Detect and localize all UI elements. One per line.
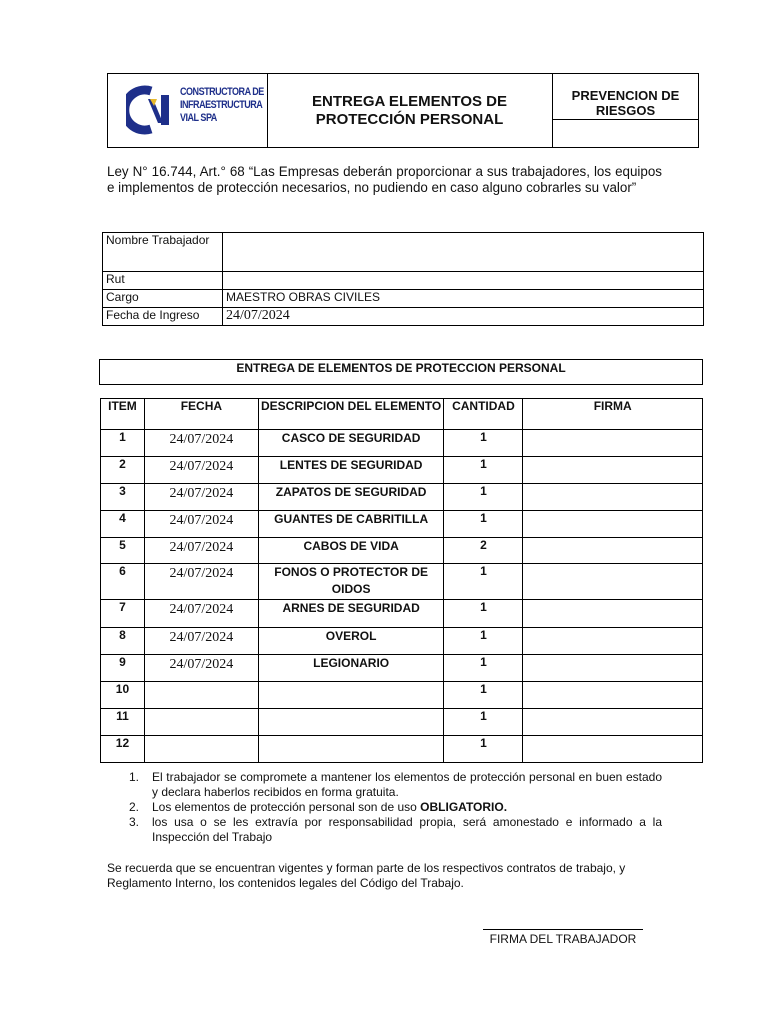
note-item xyxy=(107,800,662,815)
item-quantity: 1 xyxy=(444,682,523,709)
department-divider xyxy=(553,119,698,120)
item-signature-cell[interactable] xyxy=(523,736,703,763)
item-number: 1 xyxy=(101,430,145,457)
header-fecha: FECHA xyxy=(144,399,258,430)
item-quantity: 1 xyxy=(444,511,523,538)
table-row xyxy=(101,736,703,763)
item-number: 3 xyxy=(101,484,145,511)
item-signature-cell[interactable] xyxy=(523,564,703,600)
item-date xyxy=(144,682,258,709)
item-date: 24/07/2024 xyxy=(144,538,258,564)
item-date: 24/07/2024 xyxy=(144,457,258,484)
header-descripcion: DESCRIPCION DEL ELEMENTO xyxy=(258,399,444,430)
title-line: PROTECCIÓN PERSONAL xyxy=(315,110,504,128)
table-row xyxy=(101,457,703,484)
table-row xyxy=(101,430,703,457)
document-header xyxy=(107,73,699,148)
item-signature-cell[interactable] xyxy=(523,538,703,564)
note-emphasis: OBLIGATORIO. xyxy=(420,800,508,814)
table-row xyxy=(101,600,703,628)
worker-name-field[interactable] xyxy=(223,233,704,272)
note-number: 1. xyxy=(129,770,140,784)
worker-name-label: Nombre Trabajador xyxy=(103,233,223,272)
table-row xyxy=(101,628,703,655)
item-description: GUANTES DE CABRITILLA xyxy=(258,511,444,538)
item-signature-cell[interactable] xyxy=(523,484,703,511)
item-signature-cell[interactable] xyxy=(523,682,703,709)
document-title xyxy=(267,74,553,147)
item-description: ARNES DE SEGURIDAD xyxy=(258,600,444,628)
item-description: LENTES DE SEGURIDAD xyxy=(258,457,444,484)
item-number: 4 xyxy=(101,511,145,538)
department-line: PREVENCION DE xyxy=(571,88,680,103)
note-text: El trabajador se compromete a mantener los elementos de protección personal en buen estado y declara haberlos recibidos en forma gratuita. xyxy=(152,770,662,799)
item-description xyxy=(258,682,444,709)
item-number: 9 xyxy=(101,655,145,682)
table-header-row xyxy=(101,399,703,430)
worker-rut-field[interactable] xyxy=(223,272,704,290)
item-description: OVEROL xyxy=(258,628,444,655)
company-logo xyxy=(108,74,268,147)
worker-row-cargo xyxy=(103,290,704,308)
table-row xyxy=(101,682,703,709)
ppe-items-table xyxy=(100,398,703,763)
table-row xyxy=(101,655,703,682)
item-description xyxy=(258,736,444,763)
item-signature-cell[interactable] xyxy=(523,600,703,628)
item-number: 10 xyxy=(101,682,145,709)
item-signature-cell[interactable] xyxy=(523,457,703,484)
item-number: 7 xyxy=(101,600,145,628)
table-row xyxy=(101,538,703,564)
section-title: ENTREGA DE ELEMENTOS DE PROTECCION PERSONAL xyxy=(99,359,703,385)
legal-reminder: Se recuerda que se encuentran vigentes y forman parte de los respectivos contratos de trabajo, y Reglamento Interno, los contenidos legales del Código del Trabajo. xyxy=(107,861,626,890)
table-row xyxy=(101,484,703,511)
item-number: 8 xyxy=(101,628,145,655)
logo-line: CONSTRUCTORA DE xyxy=(180,86,264,98)
worker-ingreso-field[interactable]: 24/07/2024 xyxy=(223,308,704,326)
note-number: 2. xyxy=(129,800,140,814)
item-description xyxy=(258,709,444,736)
table-row xyxy=(101,564,703,600)
item-description: CABOS DE VIDA xyxy=(258,538,444,564)
item-signature-cell[interactable] xyxy=(523,655,703,682)
item-quantity: 1 xyxy=(444,600,523,628)
item-signature-cell[interactable] xyxy=(523,511,703,538)
worker-cargo-field[interactable]: MAESTRO OBRAS CIVILES xyxy=(223,290,704,308)
signature-line xyxy=(483,929,643,930)
item-number: 5 xyxy=(101,538,145,564)
item-date: 24/07/2024 xyxy=(144,600,258,628)
item-signature-cell[interactable] xyxy=(523,628,703,655)
worker-row-ingreso xyxy=(103,308,704,326)
header-firma: FIRMA xyxy=(523,399,703,430)
note-number: 3. xyxy=(129,815,140,829)
item-number: 6 xyxy=(101,564,145,600)
worker-rut-label: Rut xyxy=(103,272,223,290)
item-description: ZAPATOS DE SEGURIDAD xyxy=(258,484,444,511)
item-date xyxy=(144,736,258,763)
item-date xyxy=(144,709,258,736)
notes-list xyxy=(107,770,662,845)
signature-label: FIRMA DEL TRABAJADOR xyxy=(489,932,637,946)
item-date: 24/07/2024 xyxy=(144,430,258,457)
item-quantity: 1 xyxy=(444,709,523,736)
item-number: 2 xyxy=(101,457,145,484)
item-date: 24/07/2024 xyxy=(144,511,258,538)
worker-cargo-label: Cargo xyxy=(103,290,223,308)
items-body xyxy=(101,430,703,763)
item-signature-cell[interactable] xyxy=(523,709,703,736)
item-description: LEGIONARIO xyxy=(258,655,444,682)
item-signature-cell[interactable] xyxy=(523,430,703,457)
item-date: 24/07/2024 xyxy=(144,628,258,655)
logo-mark-icon xyxy=(126,85,182,135)
worker-row-rut xyxy=(103,272,704,290)
header-cantidad: CANTIDAD xyxy=(444,399,523,430)
item-date: 24/07/2024 xyxy=(144,484,258,511)
item-quantity: 2 xyxy=(444,538,523,564)
item-quantity: 1 xyxy=(444,564,523,600)
item-quantity: 1 xyxy=(444,655,523,682)
item-quantity: 1 xyxy=(444,457,523,484)
note-text: Los elementos de protección personal son de uso xyxy=(152,800,421,814)
table-row xyxy=(101,709,703,736)
logo-wordmark xyxy=(180,86,264,125)
worker-ingreso-label: Fecha de Ingreso xyxy=(103,308,223,326)
item-number: 12 xyxy=(101,736,145,763)
law-citation: Ley N° 16.744, Art.° 68 “Las Empresas deberán proporcionar a sus trabajadores, los equipos e implementos de protección necesarios, no pudiendo en caso alguno cobrarles su valor” xyxy=(107,164,662,195)
logo-line: INFRAESTRUCTURA xyxy=(180,99,263,111)
item-number: 11 xyxy=(101,709,145,736)
department-box xyxy=(553,74,698,147)
item-quantity: 1 xyxy=(444,628,523,655)
department-line: RIESGOS xyxy=(595,103,656,118)
item-quantity: 1 xyxy=(444,484,523,511)
title-line: ENTREGA ELEMENTOS DE xyxy=(311,92,508,110)
table-row xyxy=(101,511,703,538)
header-item: ITEM xyxy=(101,399,145,430)
note-item xyxy=(107,815,662,845)
item-quantity: 1 xyxy=(444,430,523,457)
worker-info-table xyxy=(102,232,704,326)
note-item xyxy=(107,770,662,800)
item-description: CASCO DE SEGURIDAD xyxy=(258,430,444,457)
item-description: FONOS O PROTECTOR DE OIDOS xyxy=(258,564,444,600)
worker-row-name xyxy=(103,233,704,272)
note-text: los usa o se les extravía por responsabilidad propia, será amonestado e informado a la Inspección del Trabajo xyxy=(152,815,662,844)
item-quantity: 1 xyxy=(444,736,523,763)
item-date: 24/07/2024 xyxy=(144,564,258,600)
item-date: 24/07/2024 xyxy=(144,655,258,682)
logo-line: VIAL SPA xyxy=(180,112,217,124)
